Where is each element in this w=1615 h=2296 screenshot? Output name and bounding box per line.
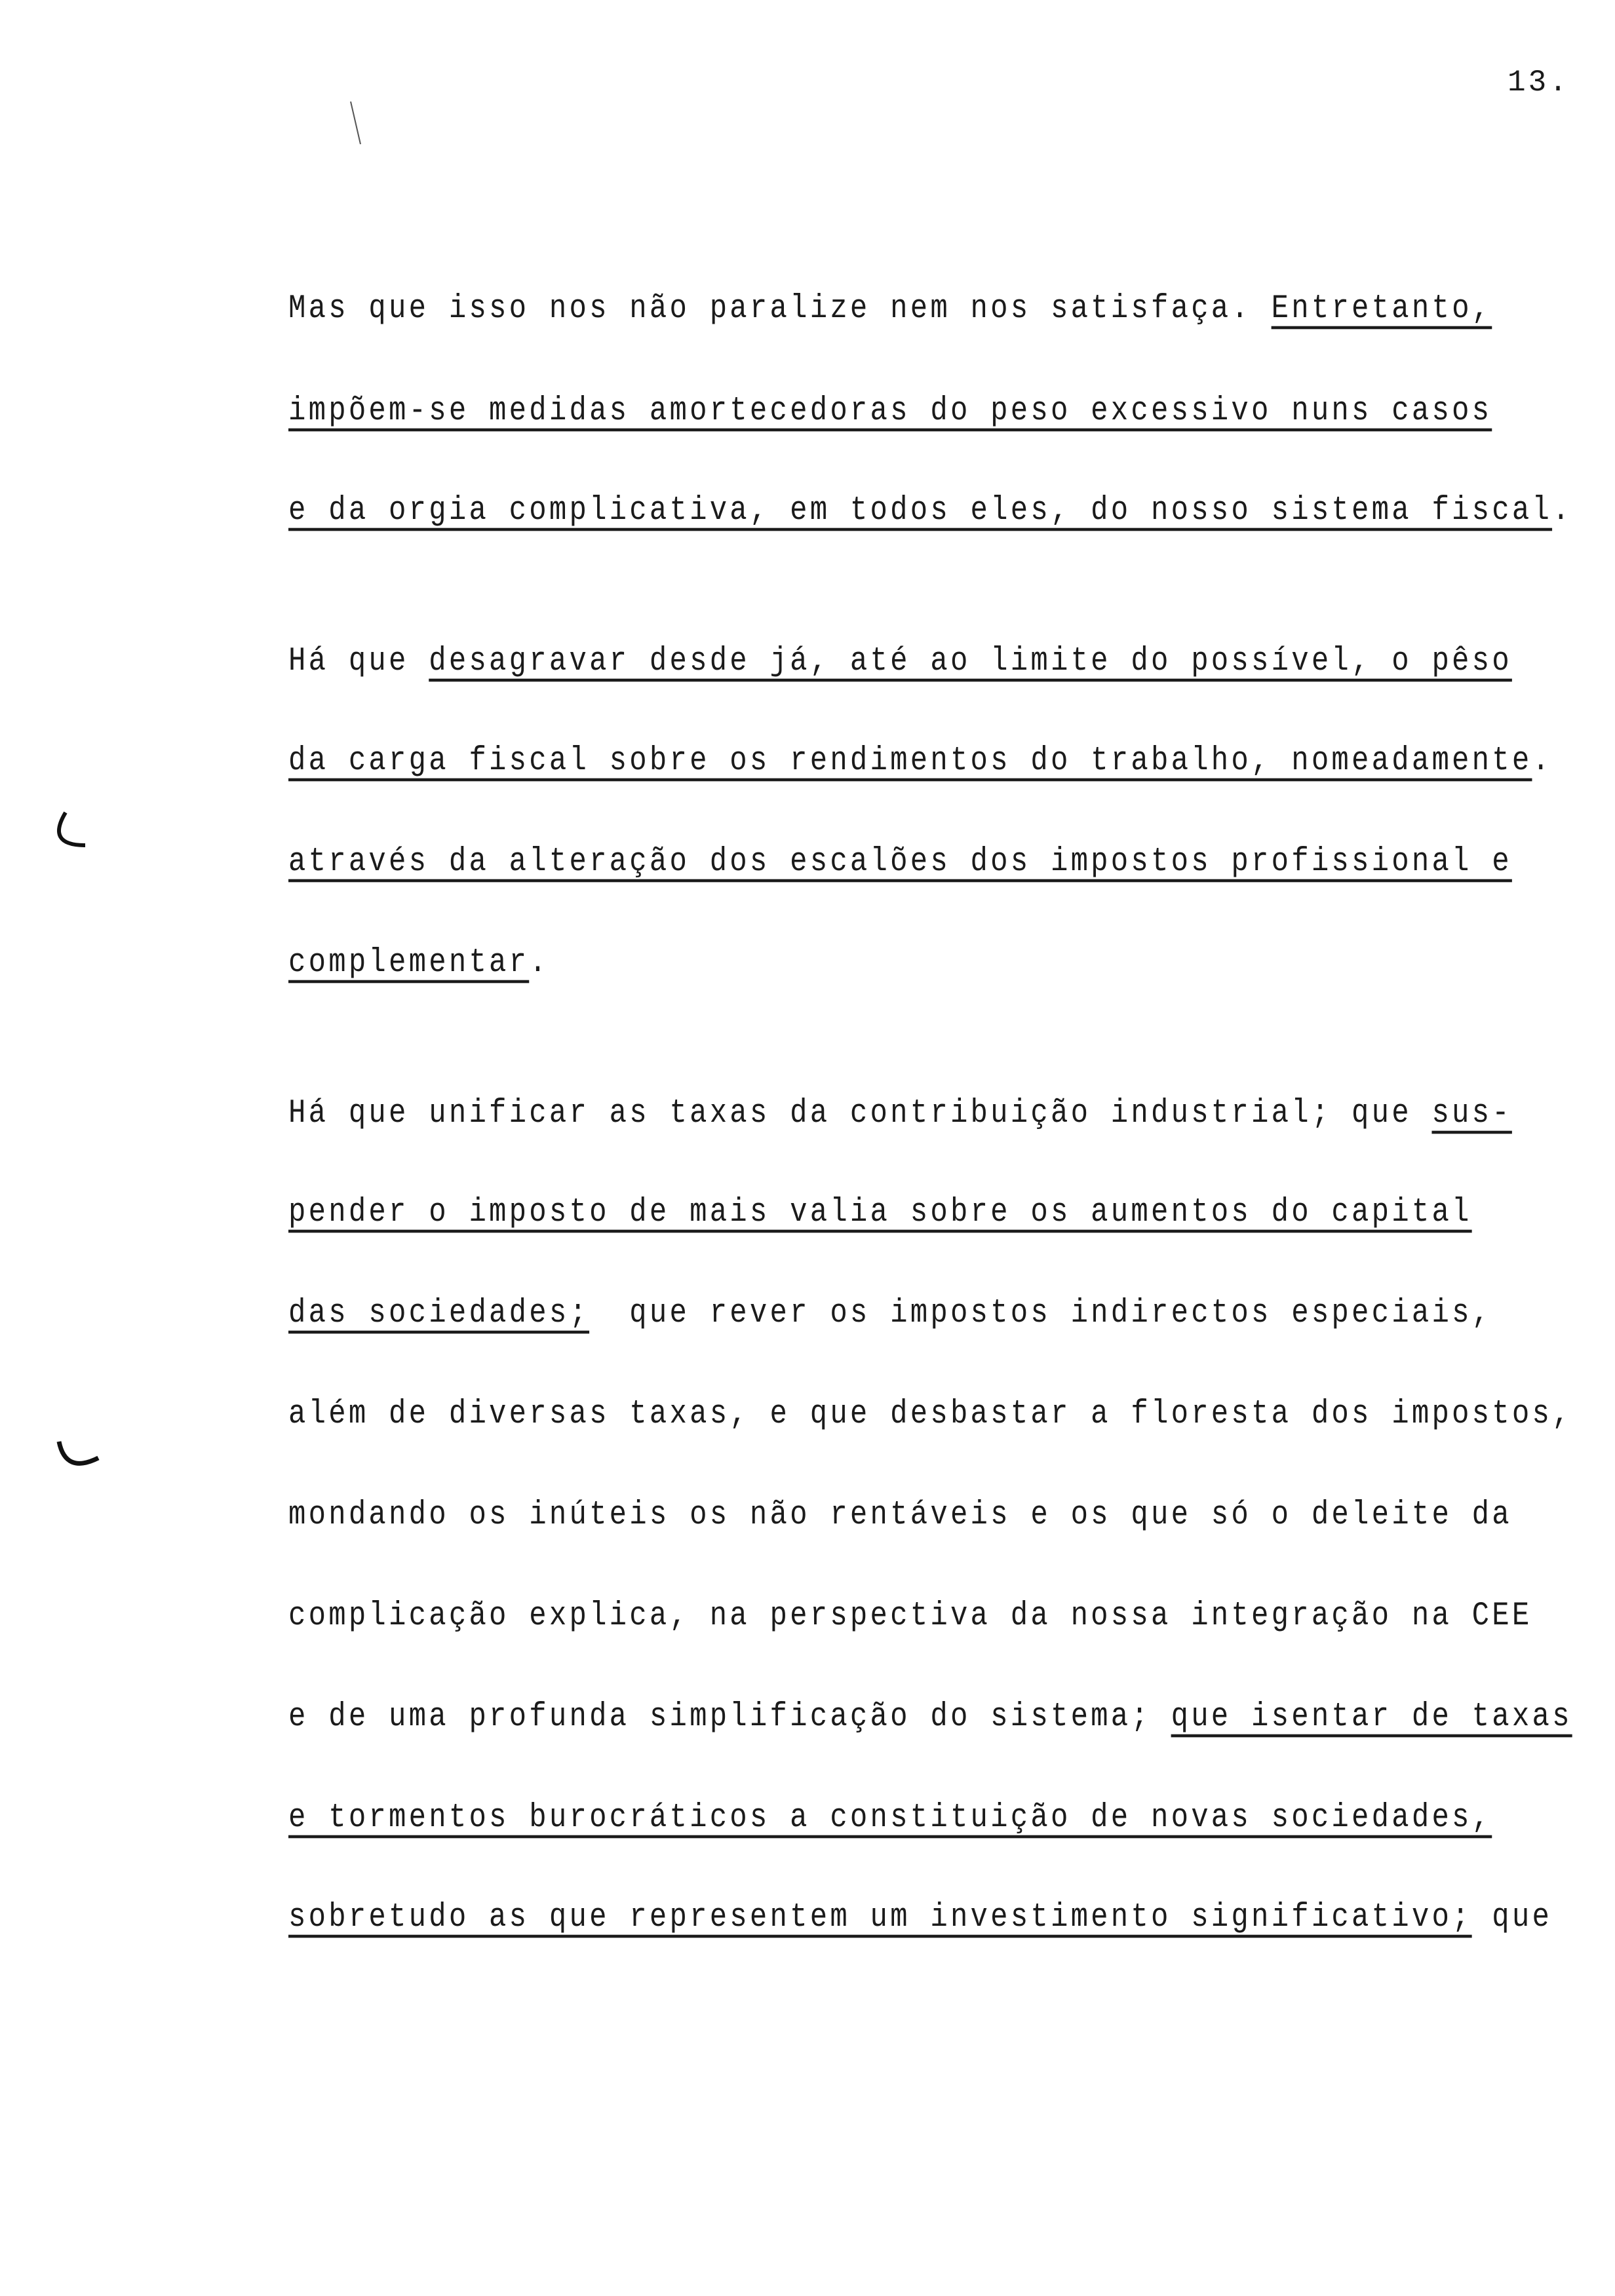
text-line xyxy=(288,1396,1572,1434)
margin-bracket-mark xyxy=(46,1428,105,1481)
underlined-text: e da orgia complicativa, em todos eles, do nosso sistema fiscal xyxy=(288,491,1553,529)
text-segment: complicação explica, na perspectiva da nossa integração na CEE xyxy=(288,1597,1532,1635)
text-line xyxy=(288,843,1512,881)
margin-bracket-mark xyxy=(46,806,98,858)
underlined-text: desagravar desde já, até ao limite do possível, o pêso xyxy=(429,642,1512,680)
text-segment: Há que unificar as taxas da contribuição industrial; que xyxy=(288,1094,1432,1132)
text-line xyxy=(288,1095,1512,1133)
underlined-text: sus- xyxy=(1431,1094,1512,1132)
text-line xyxy=(288,1698,1572,1736)
underlined-text: e tormentos burocráticos a constituição de novas sociedades, xyxy=(288,1799,1492,1837)
text-line xyxy=(288,1899,1552,1937)
page-number: 13. xyxy=(1508,66,1570,100)
text-segment: que rever os impostos indirectos especiais, xyxy=(589,1294,1492,1332)
text-line xyxy=(288,1598,1532,1636)
text-line xyxy=(288,1295,1492,1333)
text-line xyxy=(288,944,549,982)
underlined-text: que isentar de taxas xyxy=(1171,1698,1572,1736)
text-segment: que xyxy=(1471,1898,1553,1936)
underlined-text: sobretudo as que representem um investimento significativo; xyxy=(288,1898,1472,1936)
text-line xyxy=(288,643,1512,681)
text-line xyxy=(288,1799,1492,1837)
underlined-text: das sociedades; xyxy=(288,1294,590,1332)
text-segment: além de diversas taxas, e que desbastar a floresta dos impostos, xyxy=(288,1395,1572,1433)
text-segment: . xyxy=(529,944,549,982)
text-line xyxy=(288,1194,1472,1232)
text-segment: e de uma profunda simplificação do sistema; xyxy=(288,1698,1171,1736)
underlined-text: da carga fiscal sobre os rendimentos do trabalho, nomeadamente xyxy=(288,742,1532,780)
underlined-text: impõem-se medidas amortecedoras do peso excessivo nuns casos xyxy=(288,392,1492,430)
text-line xyxy=(288,492,1572,530)
text-line xyxy=(288,290,1492,328)
underlined-text: complementar xyxy=(288,944,530,982)
underlined-text: pender o imposto de mais valia sobre os aumentos do capital xyxy=(288,1193,1472,1231)
text-segment: mondando os inúteis os não rentáveis e os que só o deleite da xyxy=(288,1496,1512,1534)
text-segment: Há que xyxy=(288,642,429,680)
text-line xyxy=(288,392,1492,430)
text-line xyxy=(288,1497,1512,1535)
margin-pen-stroke xyxy=(347,98,374,151)
text-segment: . xyxy=(1552,491,1572,529)
text-segment: Mas que isso nos não paralize nem nos satisfaça. xyxy=(288,290,1272,328)
underlined-text: Entretanto, xyxy=(1271,290,1492,328)
underlined-text: através da alteração dos escalões dos impostos profissional e xyxy=(288,843,1512,881)
text-segment: . xyxy=(1532,742,1553,780)
text-line xyxy=(288,742,1552,780)
